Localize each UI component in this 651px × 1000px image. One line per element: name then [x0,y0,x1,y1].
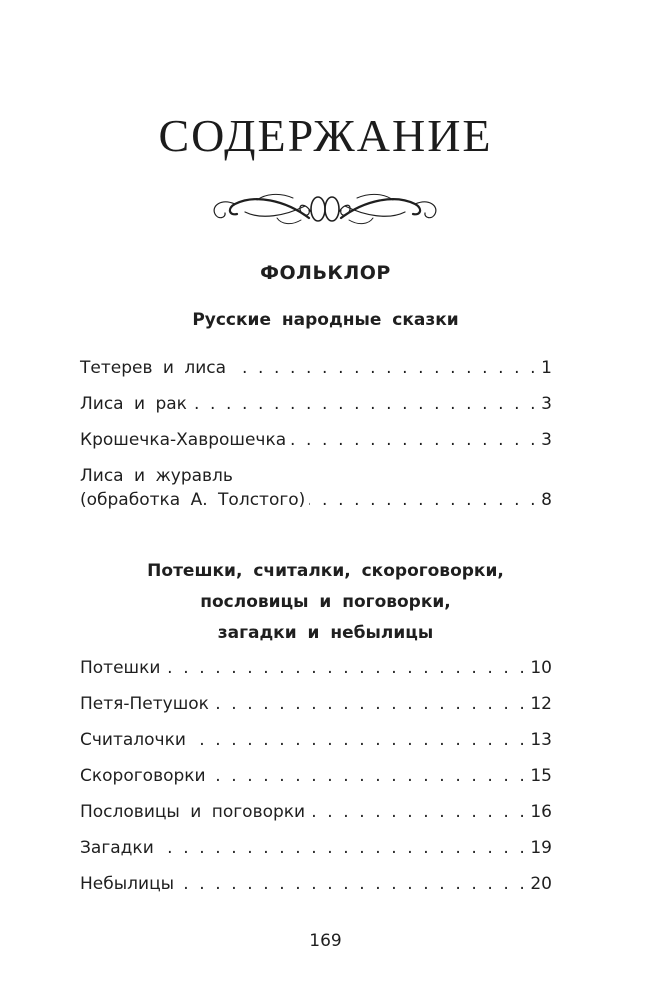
toc-entry[interactable] [80,356,552,380]
toc-entry-title: Небылицы [80,872,178,896]
subsection-heading-russian-folk-tales: Русские народные сказки [192,310,459,330]
toc-entry-title: Лиса и рак [80,392,191,416]
subsection-heading-line-3: загадки и небылицы [217,623,434,643]
section-heading-folklore: ФОЛЬКЛОР [260,262,391,284]
toc-entry[interactable] [80,872,552,896]
toc-entry-page: 12 [530,694,552,714]
toc-entry-page: 8 [541,490,552,510]
footer-page-number: 169 [309,931,342,951]
toc-entry-title: Пословицы и поговорки [80,800,309,824]
toc-entry[interactable] [80,656,552,680]
toc-entry-title: Крошечка-Хаврошечка [80,428,290,452]
dot-leader [191,392,538,416]
subsection-heading-line-1: Потешки, считалки, скороговорки, [147,561,504,581]
toc-entry[interactable] [80,764,552,788]
dot-leader [309,800,527,824]
dot-leader [178,872,527,896]
toc-entry[interactable] [80,392,552,416]
toc-entry-page: 19 [530,838,552,858]
dot-leader [290,428,538,452]
toc-entry-title-line-2: (обработка А. Толстого) [80,490,306,510]
dot-leader [230,356,538,380]
toc-entry[interactable] [80,428,552,452]
toc-entry[interactable] [80,836,552,860]
toc-entry-page: 13 [530,730,552,750]
toc-entry-title: Тетерев и лиса [80,356,230,380]
page-title: СОДЕРЖАНИЕ [158,110,493,161]
dot-leader [190,728,527,752]
toc-entry-title: Считалочки [80,728,190,752]
toc-entry-title-line-1: Лиса и журавль [80,466,233,486]
toc-entry-page: 20 [530,874,552,894]
subsection-heading-line-2: пословицы и поговорки, [200,592,451,612]
toc-entry-title: Потешки [80,656,164,680]
toc-entry-page: 10 [530,658,552,678]
toc-entry-title: Петя-Петушок [80,692,213,716]
toc-entry-title: Загадки [80,836,158,860]
toc-entry-title [80,464,309,512]
toc-entry-page: 1 [541,358,552,378]
dot-leader [213,692,527,716]
toc-entry[interactable] [80,800,552,824]
toc-entry[interactable] [80,728,552,752]
dot-leader [309,488,538,512]
toc-entry[interactable] [80,464,552,512]
toc-entry-page: 3 [541,430,552,450]
decorative-flourish-icon [205,188,445,230]
dot-leader [164,656,527,680]
toc-entry-page: 15 [530,766,552,786]
toc-entry-page: 16 [530,802,552,822]
dot-leader [158,836,528,860]
toc-entry-title: Скороговорки [80,764,210,788]
toc-entry[interactable] [80,692,552,716]
subsection-heading-rhymes-riddles [0,556,651,649]
dot-leader [210,764,528,788]
toc-entry-page: 3 [541,394,552,414]
